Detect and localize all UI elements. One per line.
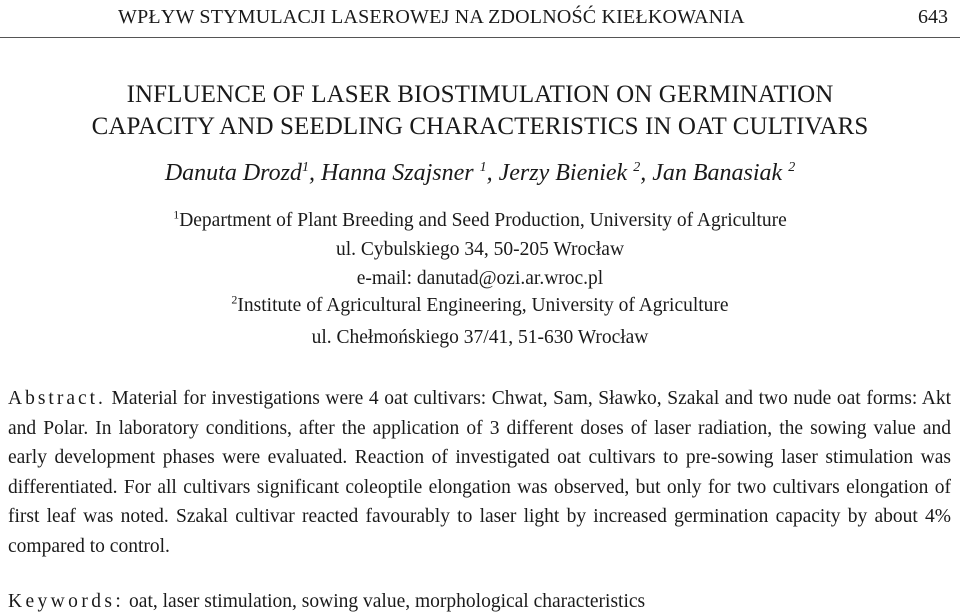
author-name: Danuta Drozd (164, 160, 302, 186)
author-affiliation-mark: 2 (633, 160, 641, 175)
affiliation-1-address: ul. Cybulskiego 34, 50-205 Wrocław (335, 239, 625, 260)
header-divider (0, 37, 960, 38)
keywords-label: Keywords: (8, 591, 125, 612)
affiliation-2-name: $^2$Institute of Agricultural Engineering, University of Agriculture (231, 292, 729, 316)
abstract-label: Abstract. (8, 388, 106, 409)
author-name: Hanna Szajsner (320, 160, 480, 186)
affiliation-2-address: ul. Chełmońskiego 37/41, 51-630 Wrocław (311, 327, 649, 348)
author-affiliation-mark: 1 (301, 160, 309, 175)
keywords-text: oat, laser stimulation, sowing value, morphological characteristics (129, 591, 646, 612)
author-name: Jan Banasiak (652, 160, 789, 186)
affiliation-1-name: $^1$Department of Plant Breeding and Seed Production, University of Agriculture (173, 207, 787, 231)
author-list: Danuta Drozd$^1$, Hanna Szajsner $^1$, Jerzy Bieniek $^2$, Jan Banasiak $^2$ (164, 160, 796, 186)
author-name: Jerzy Bieniek (498, 160, 634, 186)
author-affiliation-mark: 2 (788, 160, 796, 175)
abstract-paragraph (8, 384, 951, 561)
paper-title-line-1: INFLUENCE OF LASER BIOSTIMULATION ON GERMINATION (126, 81, 834, 108)
running-head-title: WPŁYW STYMULACJI LASEROWEJ NA ZDOLNOŚĆ KIEŁKOWANIA (118, 6, 745, 28)
paper-title-line-2: CAPACITY AND SEEDLING CHARACTERISTICS IN OAT CULTIVARS (91, 113, 869, 140)
abstract-text: Material for investigations were 4 oat cultivars: Chwat, Sam, Sławko, Szakal and two nude oat forms: Akt and Polar. In laboratory conditions, after the application of 3 different doses of laser radiation, the sowing value and early development phases were evaluated. Reaction of investigated oat cultivars to pre-sowing laser stimulation was differentiated. For all cultivars significant coleoptile elongation was observed, but only for two cultivars elongation of first leaf was noted. Szakal cultivar reacted favourably to laser light by increased germination capacity by about 4% compared to control. (8, 388, 951, 557)
keywords-line (8, 591, 645, 613)
page-number: 643 (918, 6, 948, 28)
author-affiliation-mark: 1 (479, 160, 487, 175)
affiliation-1-email: e-mail: danutad@ozi.ar.wroc.pl (356, 268, 604, 289)
